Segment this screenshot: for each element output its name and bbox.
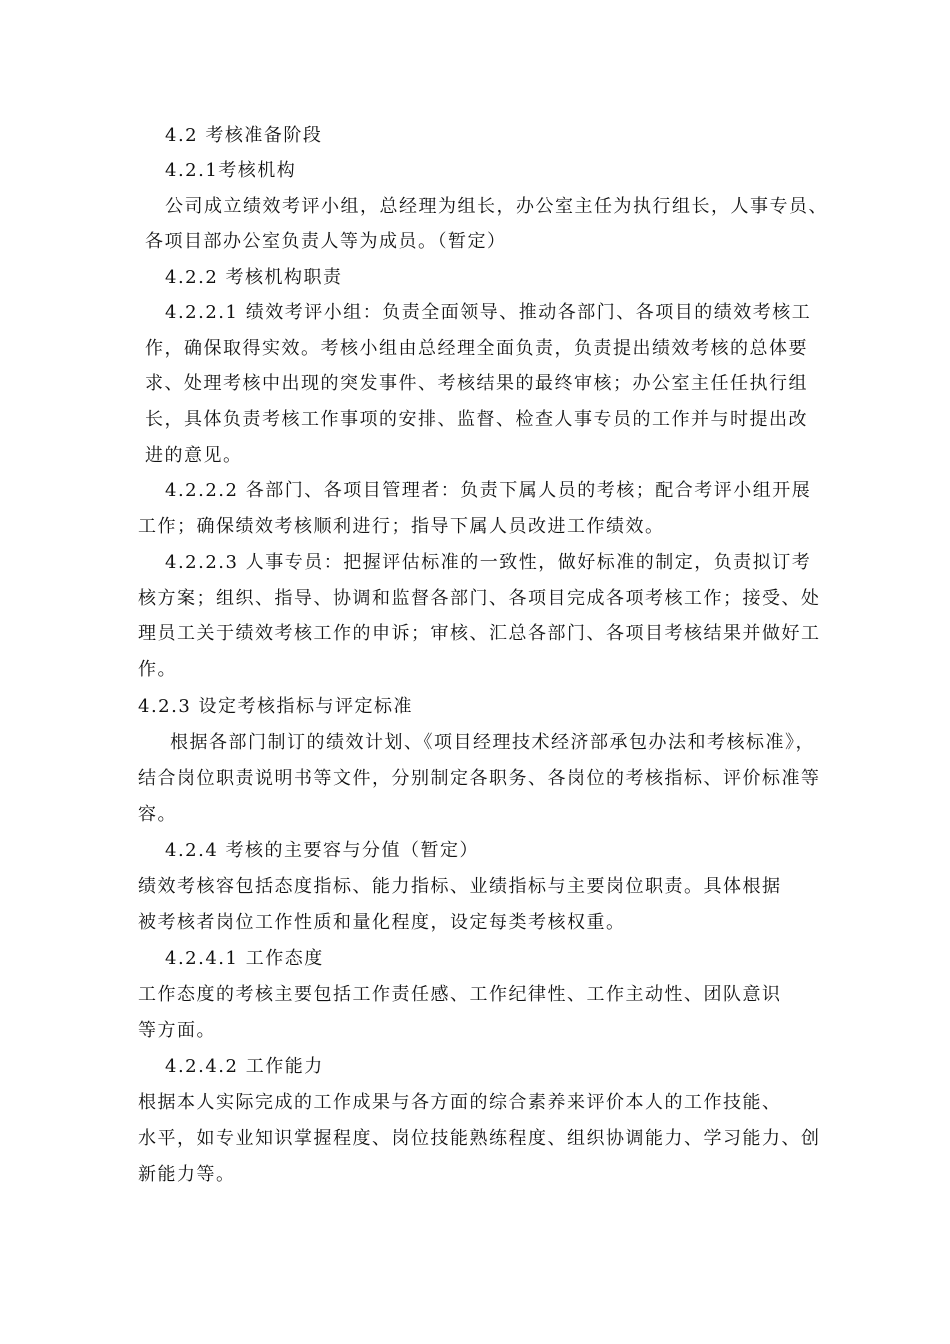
paragraph-line: 公司成立绩效考评小组，总经理为组长，办公室主任为执行组长，人事专员、: [165, 196, 828, 217]
paragraph-line: 核方案；组织、指导、协调和监督各部门、各项目完成各项考核工作；接受、处: [138, 588, 821, 609]
paragraph-line: 根据各部门制订的绩效计划、《项目经理技术经济部承包办法和考核标准》，: [170, 732, 815, 753]
paragraph-line: 等方面。: [138, 1020, 216, 1041]
paragraph-line: 新能力等。: [138, 1164, 236, 1185]
paragraph-line: 绩效考核容包括态度指标、能力指标、业绩指标与主要岗位职责。具体根据: [138, 876, 782, 897]
heading-4-2: 4.2 考核准备阶段: [165, 125, 323, 146]
paragraph-line: 4.2.2.2 各部门、各项目管理者：负责下属人员的考核；配合考评小组开展: [165, 480, 812, 501]
paragraph-line: 长，具体负责考核工作事项的安排、监督、检查人事专员的工作并与时提出改: [145, 409, 808, 430]
paragraph-line: 进的意见。: [145, 445, 243, 466]
paragraph-line: 根据本人实际完成的工作成果与各方面的综合素养来评价本人的工作技能、: [138, 1092, 782, 1113]
heading-4-2-2: 4.2.2 考核机构职责: [165, 267, 343, 288]
heading-4-2-1: 4.2.1考核机构: [165, 160, 297, 181]
heading-4-2-4: 4.2.4 考核的主要容与分值（暂定）: [165, 840, 480, 861]
heading-4-2-4-1: 4.2.4.1 工作态度: [165, 948, 324, 969]
heading-4-2-4-2: 4.2.4.2 工作能力: [165, 1056, 324, 1077]
paragraph-line: 容。: [138, 804, 177, 825]
paragraph-line: 4.2.2.3 人事专员：把握评估标准的一致性，做好标准的制定，负责拟订考: [165, 552, 812, 573]
paragraph-line: 工作；确保绩效考核顺利进行；指导下属人员改进工作绩效。: [138, 516, 665, 537]
paragraph-line: 4.2.2.1 绩效考评小组：负责全面领导、推动各部门、各项目的绩效考核工: [165, 302, 812, 323]
heading-4-2-3: 4.2.3 设定考核指标与评定标准: [138, 696, 414, 717]
paragraph-line: 水平，如专业知识掌握程度、岗位技能熟练程度、组织协调能力、学习能力、创: [138, 1128, 821, 1149]
paragraph-line: 求、处理考核中出现的突发事件、考核结果的最终审核；办公室主任任执行组: [145, 373, 808, 394]
paragraph-line: 结合岗位职责说明书等文件，分别制定各职务、各岗位的考核指标、评价标准等: [138, 768, 821, 789]
paragraph-line: 理员工关于绩效考核工作的申诉；审核、汇总各部门、各项目考核结果并做好工: [138, 623, 821, 644]
paragraph-line: 作，确保取得实效。考核小组由总经理全面负责，负责提出绩效考核的总体要: [145, 338, 808, 359]
paragraph-line: 被考核者岗位工作性质和量化程度，设定每类考核权重。: [138, 912, 626, 933]
paragraph-line: 各项目部办公室负责人等为成员。（暂定）: [145, 231, 507, 252]
paragraph-line: 工作态度的考核主要包括工作责任感、工作纪律性、工作主动性、团队意识: [138, 984, 782, 1005]
paragraph-line: 作。: [138, 659, 177, 680]
